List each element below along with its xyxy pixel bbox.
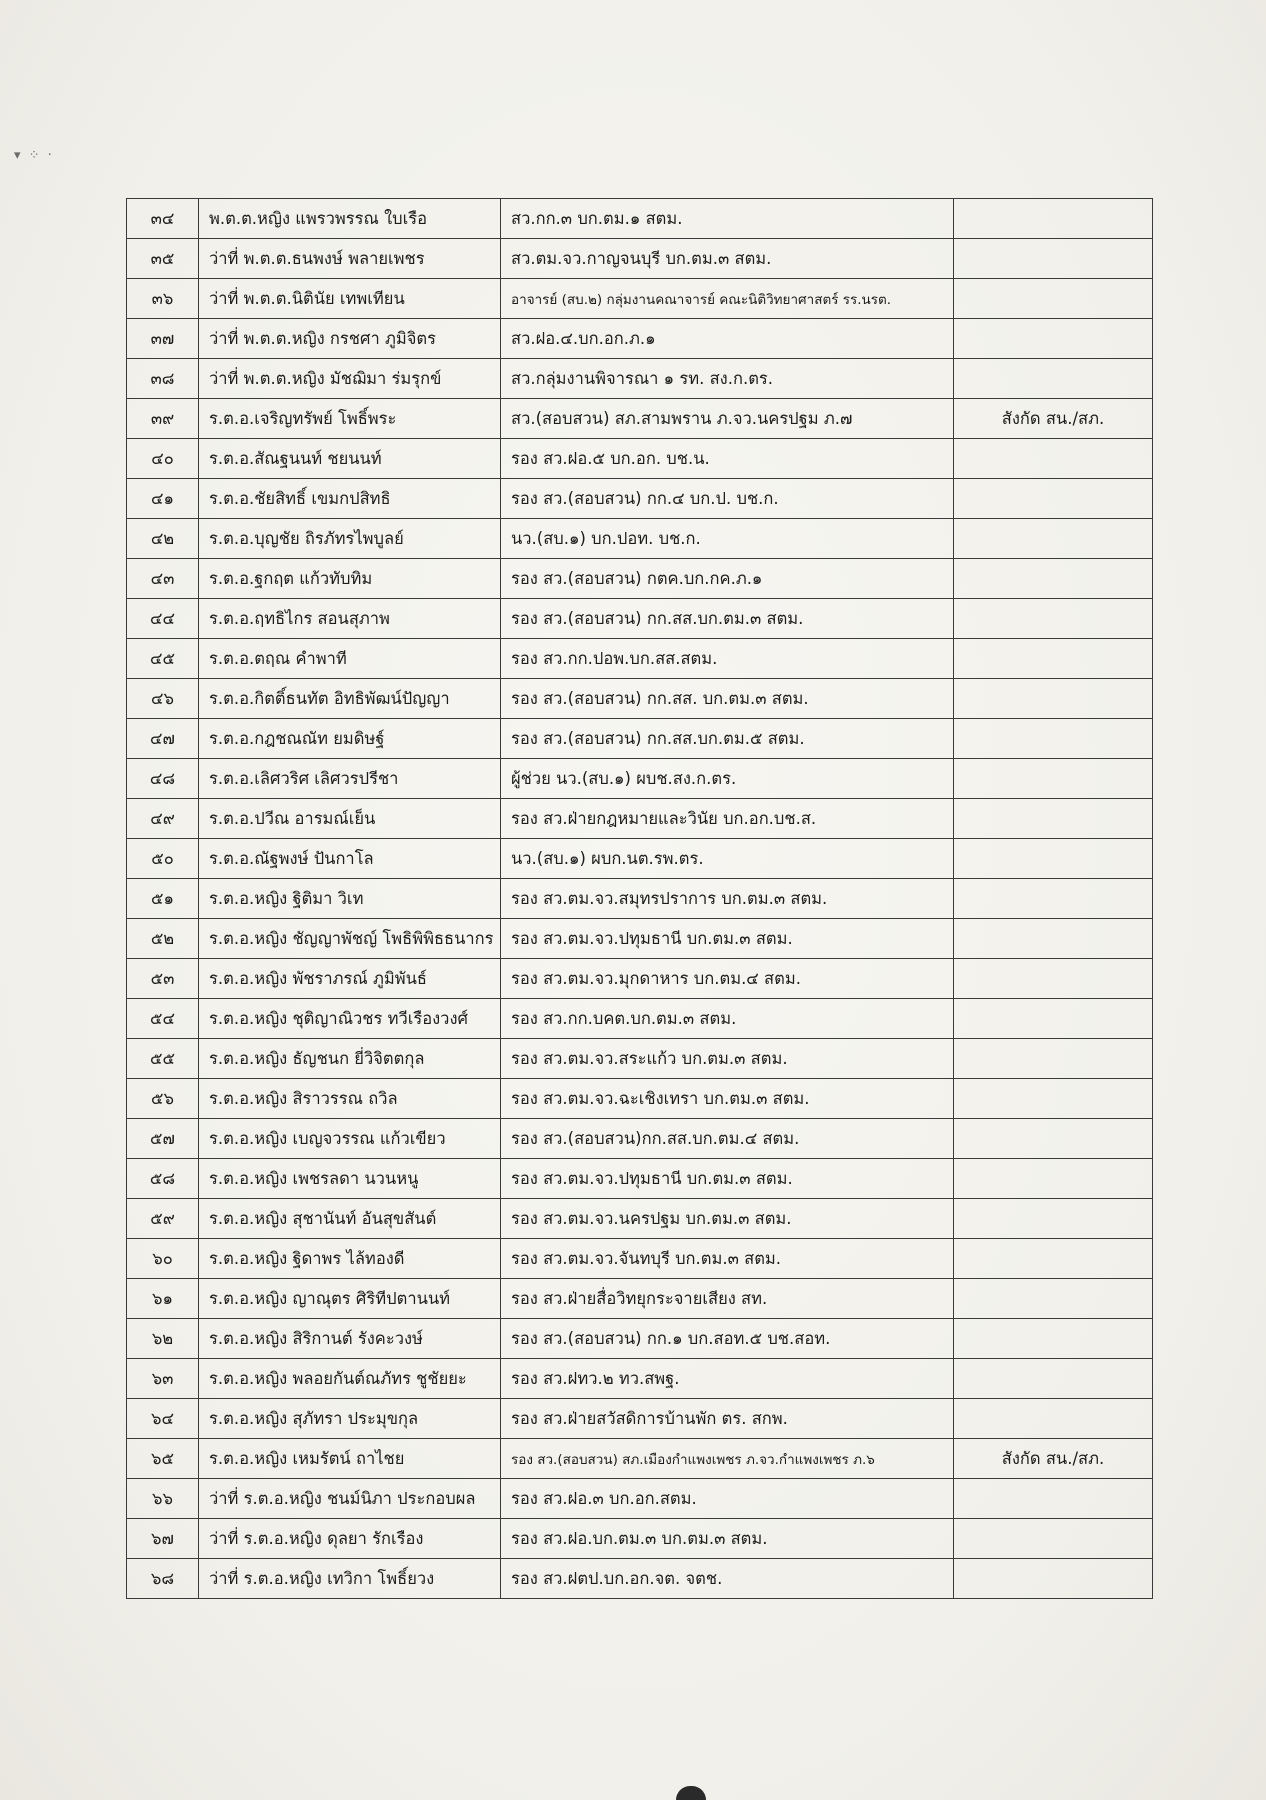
row-note: [954, 359, 1153, 399]
officer-position: รอง สว.ฝอ.๕ บก.อก. บช.น.: [501, 439, 954, 479]
officer-name: ร.ต.อ.หญิง ชุติญาณิวชร ทวีเรืองวงศ์: [199, 999, 501, 1039]
row-number: ๔๘: [127, 759, 199, 799]
officer-name: ร.ต.อ.หญิง เบญจวรรณ แก้วเขียว: [199, 1119, 501, 1159]
row-note: [954, 919, 1153, 959]
row-note: [954, 239, 1153, 279]
officer-name: ร.ต.อ.กิตติ์ธนทัต อิทธิพัฒน์ปัญญา: [199, 679, 501, 719]
officer-position: สว.ตม.จว.กาญจนบุรี บก.ตม.๓ สตม.: [501, 239, 954, 279]
officer-position: รอง สว.ฝอ.๓ บก.อก.สตม.: [501, 1479, 954, 1519]
officer-name: พ.ต.ต.หญิง แพรวพรรณ ใบเรือ: [199, 199, 501, 239]
table-row: [127, 1519, 1153, 1559]
officer-name: ว่าที่ พ.ต.ต.หญิง มัชฌิมา ร่มรุกข์: [199, 359, 501, 399]
table-row: [127, 1239, 1153, 1279]
row-number: ๓๔: [127, 199, 199, 239]
row-number: ๕๖: [127, 1079, 199, 1119]
personnel-table-body: [127, 199, 1153, 1599]
table-row: [127, 1039, 1153, 1079]
officer-name: ร.ต.อ.หญิง เหมรัตน์ ถาไชย: [199, 1439, 501, 1479]
row-note: [954, 479, 1153, 519]
row-note: [954, 1119, 1153, 1159]
table-row: [127, 519, 1153, 559]
table-row: [127, 639, 1153, 679]
row-note: [954, 1039, 1153, 1079]
row-number: ๕๘: [127, 1159, 199, 1199]
row-number: ๔๙: [127, 799, 199, 839]
row-note: [954, 1319, 1153, 1359]
officer-name: ว่าที่ ร.ต.อ.หญิง ชนม์นิภา ประกอบผล: [199, 1479, 501, 1519]
row-note: [954, 1199, 1153, 1239]
row-note: [954, 999, 1153, 1039]
scan-artifact: ▾ ⁘ ·: [14, 148, 54, 163]
officer-name: ร.ต.อ.หญิง ชัญญาพัชญ์ โพธิพิพิธธนากร: [199, 919, 501, 959]
row-note: [954, 1079, 1153, 1119]
row-number: ๓๘: [127, 359, 199, 399]
row-number: ๖๒: [127, 1319, 199, 1359]
officer-position: รอง สว.(สอบสวน) กก.สส.บก.ตม.๕ สตม.: [501, 719, 954, 759]
row-number: ๖๐: [127, 1239, 199, 1279]
officer-name: ร.ต.อ.หญิง ฐิติมา วิเท: [199, 879, 501, 919]
scan-artifact-bottom: [676, 1786, 706, 1800]
row-number: ๔๗: [127, 719, 199, 759]
row-number: ๖๖: [127, 1479, 199, 1519]
row-note: [954, 759, 1153, 799]
officer-position: รอง สว.ฝตป.บก.อก.จต. จตช.: [501, 1559, 954, 1599]
officer-position: รอง สว.(สอบสวน) กก.๑ บก.สอท.๕ บช.สอท.: [501, 1319, 954, 1359]
row-note: [954, 519, 1153, 559]
officer-position: รอง สว.ตม.จว.ปทุมธานี บก.ตม.๓ สตม.: [501, 919, 954, 959]
officer-position: รอง สว.ฝอ.บก.ตม.๓ บก.ตม.๓ สตม.: [501, 1519, 954, 1559]
officer-position: นว.(สบ.๑) ผบก.นต.รพ.ตร.: [501, 839, 954, 879]
row-note: [954, 639, 1153, 679]
officer-position: รอง สว.ฝทว.๒ ทว.สพฐ.: [501, 1359, 954, 1399]
row-number: ๕๑: [127, 879, 199, 919]
officer-name: ร.ต.อ.หญิง สุชานันท์ อันสุขสันต์: [199, 1199, 501, 1239]
officer-name: ร.ต.อ.สัณฐนนท์ ชยนนท์: [199, 439, 501, 479]
table-row: [127, 959, 1153, 999]
table-row: [127, 919, 1153, 959]
table-row: [127, 719, 1153, 759]
officer-position: รอง สว.ตม.จว.จันทบุรี บก.ตม.๓ สตม.: [501, 1239, 954, 1279]
row-number: ๕๔: [127, 999, 199, 1039]
table-row: [127, 1159, 1153, 1199]
row-note: [954, 719, 1153, 759]
table-row: [127, 439, 1153, 479]
row-note: [954, 559, 1153, 599]
row-note: [954, 199, 1153, 239]
officer-position: รอง สว.ตม.จว.ปทุมธานี บก.ตม.๓ สตม.: [501, 1159, 954, 1199]
table-row: [127, 1319, 1153, 1359]
row-note: [954, 1479, 1153, 1519]
table-row: [127, 479, 1153, 519]
officer-name: ร.ต.อ.หญิง สิริกานต์ รังคะวงษ์: [199, 1319, 501, 1359]
row-number: ๔๓: [127, 559, 199, 599]
row-number: ๕๙: [127, 1199, 199, 1239]
row-note: [954, 279, 1153, 319]
officer-position: รอง สว.ฝ่ายสวัสดิการบ้านพัก ตร. สกพ.: [501, 1399, 954, 1439]
officer-position: รอง สว.ตม.จว.สมุทรปราการ บก.ตม.๓ สตม.: [501, 879, 954, 919]
table-row: [127, 999, 1153, 1039]
row-number: ๔๔: [127, 599, 199, 639]
officer-position: รอง สว.(สอบสวน) กก.สส. บก.ตม.๓ สตม.: [501, 679, 954, 719]
officer-position: รอง สว.(สอบสวน) กก.๔ บก.ป. บช.ก.: [501, 479, 954, 519]
table-row: [127, 1439, 1153, 1479]
officer-name: ร.ต.อ.ชัยสิทธิ์ เขมกปสิทธิ: [199, 479, 501, 519]
table-row: [127, 1359, 1153, 1399]
officer-name: ร.ต.อ.หญิง พลอยกันต์ณภัทร ชูชัยยะ: [199, 1359, 501, 1399]
row-number: ๖๘: [127, 1559, 199, 1599]
officer-name: ร.ต.อ.หญิง สุภัทรา ประมุขกุล: [199, 1399, 501, 1439]
row-number: ๔๑: [127, 479, 199, 519]
officer-name: ร.ต.อ.บุญชัย ถิรภัทรไพบูลย์: [199, 519, 501, 559]
row-note: [954, 879, 1153, 919]
row-number: ๕๐: [127, 839, 199, 879]
row-number: ๖๓: [127, 1359, 199, 1399]
officer-name: ร.ต.อ.ฐกฤต แก้วทับทิม: [199, 559, 501, 599]
officer-name: ร.ต.อ.กฎชณณัท ยมดิษฐ์: [199, 719, 501, 759]
officer-position: อาจารย์ (สบ.๒) กลุ่มงานคณาจารย์ คณะนิติวิทยาศาสตร์ รร.นรต.: [501, 279, 954, 319]
row-number: ๖๗: [127, 1519, 199, 1559]
table-row: [127, 359, 1153, 399]
table-row: [127, 319, 1153, 359]
row-note: [954, 959, 1153, 999]
row-note: [954, 839, 1153, 879]
table-row: [127, 239, 1153, 279]
officer-name: ว่าที่ พ.ต.ต.หญิง กรชศา ภูมิจิตร: [199, 319, 501, 359]
row-note: [954, 799, 1153, 839]
officer-name: ร.ต.อ.หญิง ฐิดาพร ไล้ทองดี: [199, 1239, 501, 1279]
row-note: [954, 439, 1153, 479]
row-note: [954, 1519, 1153, 1559]
officer-name: ว่าที่ พ.ต.ต.ธนพงษ์ พลายเพชร: [199, 239, 501, 279]
table-row: [127, 679, 1153, 719]
officer-name: ว่าที่ ร.ต.อ.หญิง เทวิกา โพธิ์ยวง: [199, 1559, 501, 1599]
row-note: [954, 1279, 1153, 1319]
row-number: ๓๕: [127, 239, 199, 279]
officer-name: ว่าที่ พ.ต.ต.นิตินัย เทพเทียน: [199, 279, 501, 319]
row-number: ๔๖: [127, 679, 199, 719]
officer-position: รอง สว.(สอบสวน) สภ.เมืองกำแพงเพชร ภ.จว.กำแพงเพชร ภ.๖: [501, 1439, 954, 1479]
row-note: สังกัด สน./สภ.: [954, 1439, 1153, 1479]
row-number: ๓๗: [127, 319, 199, 359]
officer-name: ร.ต.อ.หญิง ธัญชนก ยี่วิจิตตกุล: [199, 1039, 501, 1079]
officer-name: ร.ต.อ.ตฤณ คำพาที: [199, 639, 501, 679]
row-number: ๕๒: [127, 919, 199, 959]
row-number: ๕๗: [127, 1119, 199, 1159]
officer-position: สว.(สอบสวน) สภ.สามพราน ภ.จว.นครปฐม ภ.๗: [501, 399, 954, 439]
table-row: [127, 759, 1153, 799]
table-row: [127, 1399, 1153, 1439]
officer-name: ร.ต.อ.หญิง เพชรลดา นวนหนู: [199, 1159, 501, 1199]
row-note: [954, 1399, 1153, 1439]
row-note: [954, 1239, 1153, 1279]
row-number: ๔๒: [127, 519, 199, 559]
officer-position: รอง สว.ฝ่ายสื่อวิทยุกระจายเสียง สท.: [501, 1279, 954, 1319]
personnel-table: [126, 198, 1153, 1599]
row-note: [954, 1559, 1153, 1599]
officer-position: รอง สว.กก.ปอพ.บก.สส.สตม.: [501, 639, 954, 679]
table-row: [127, 839, 1153, 879]
officer-name: ร.ต.อ.หญิง ญาณุตร ศิริทีปตานนท์: [199, 1279, 501, 1319]
officer-position: รอง สว.ตม.จว.ฉะเชิงเทรา บก.ตม.๓ สตม.: [501, 1079, 954, 1119]
officer-name: ร.ต.อ.ฤทธิไกร สอนสุภาพ: [199, 599, 501, 639]
officer-name: ร.ต.อ.หญิง พัชราภรณ์ ภูมิพันธ์: [199, 959, 501, 999]
table-row: [127, 1559, 1153, 1599]
table-row: [127, 1479, 1153, 1519]
officer-position: นว.(สบ.๑) บก.ปอท. บช.ก.: [501, 519, 954, 559]
officer-position: รอง สว.(สอบสวน)กก.สส.บก.ตม.๔ สตม.: [501, 1119, 954, 1159]
officer-position: รอง สว.(สอบสวน) กก.สส.บก.ตม.๓ สตม.: [501, 599, 954, 639]
table-row: [127, 559, 1153, 599]
row-number: ๖๔: [127, 1399, 199, 1439]
officer-position: สว.กลุ่มงานพิจารณา ๑ รท. สง.ก.ตร.: [501, 359, 954, 399]
officer-name: ร.ต.อ.เลิศวริศ เลิศวรปรีชา: [199, 759, 501, 799]
table-row: [127, 1199, 1153, 1239]
table-row: [127, 279, 1153, 319]
officer-position: รอง สว.ฝ่ายกฎหมายและวินัย บก.อก.บช.ส.: [501, 799, 954, 839]
officer-position: รอง สว.ตม.จว.มุกดาหาร บก.ตม.๔ สตม.: [501, 959, 954, 999]
officer-position: รอง สว.กก.บคต.บก.ตม.๓ สตม.: [501, 999, 954, 1039]
row-number: ๖๑: [127, 1279, 199, 1319]
row-note: [954, 679, 1153, 719]
row-number: ๔๐: [127, 439, 199, 479]
officer-position: รอง สว.ตม.จว.สระแก้ว บก.ตม.๓ สตม.: [501, 1039, 954, 1079]
row-number: ๕๕: [127, 1039, 199, 1079]
officer-position: ผู้ช่วย นว.(สบ.๑) ผบช.สง.ก.ตร.: [501, 759, 954, 799]
table-row: [127, 1079, 1153, 1119]
table-row: [127, 799, 1153, 839]
table-row: [127, 399, 1153, 439]
row-note: สังกัด สน./สภ.: [954, 399, 1153, 439]
table-row: [127, 1119, 1153, 1159]
officer-position: สว.ฝอ.๔.บก.อก.ภ.๑: [501, 319, 954, 359]
table-row: [127, 199, 1153, 239]
table-row: [127, 1279, 1153, 1319]
table-row: [127, 599, 1153, 639]
row-number: ๓๙: [127, 399, 199, 439]
officer-position: รอง สว.ตม.จว.นครปฐม บก.ตม.๓ สตม.: [501, 1199, 954, 1239]
officer-name: ร.ต.อ.เจริญทรัพย์ โพธิ์พระ: [199, 399, 501, 439]
table-row: [127, 879, 1153, 919]
row-note: [954, 599, 1153, 639]
officer-position: รอง สว.(สอบสวน) กตค.บก.กค.ภ.๑: [501, 559, 954, 599]
row-number: ๖๕: [127, 1439, 199, 1479]
officer-name: ร.ต.อ.ณัฐพงษ์ ปันกาโล: [199, 839, 501, 879]
row-note: [954, 319, 1153, 359]
row-number: ๔๕: [127, 639, 199, 679]
row-note: [954, 1159, 1153, 1199]
officer-position: สว.กก.๓ บก.ตม.๑ สตม.: [501, 199, 954, 239]
row-number: ๓๖: [127, 279, 199, 319]
officer-name: ร.ต.อ.หญิง สิราวรรณ ถวิล: [199, 1079, 501, 1119]
officer-name: ร.ต.อ.ปวีณ อารมณ์เย็น: [199, 799, 501, 839]
row-number: ๕๓: [127, 959, 199, 999]
row-note: [954, 1359, 1153, 1399]
officer-name: ว่าที่ ร.ต.อ.หญิง ดุลยา รักเรือง: [199, 1519, 501, 1559]
